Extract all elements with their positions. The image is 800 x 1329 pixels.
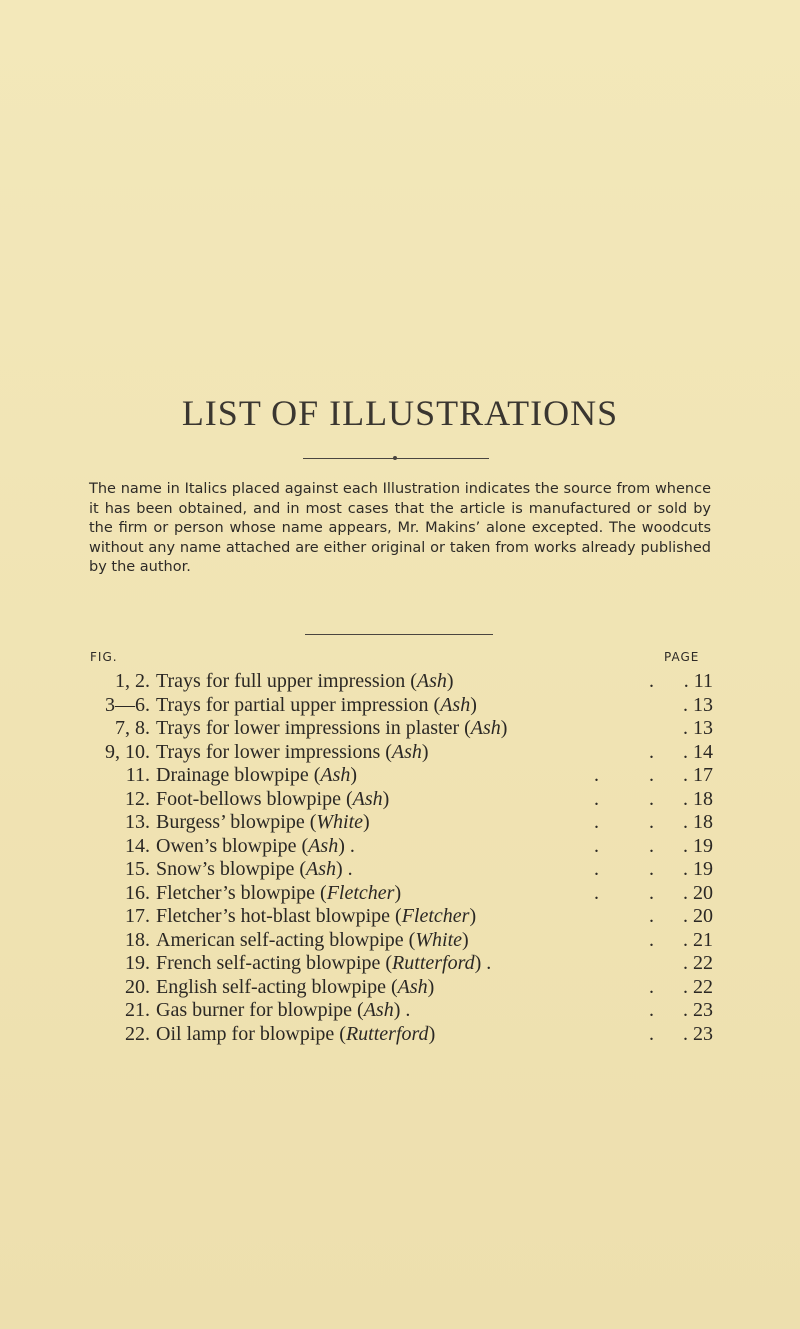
list-item xyxy=(89,976,713,1000)
list-item xyxy=(89,764,713,788)
figure-description xyxy=(156,717,507,741)
figure-description xyxy=(156,858,353,882)
figure-number: 18. xyxy=(125,928,150,951)
source-name: Ash xyxy=(306,858,336,880)
description-text: Trays for lower impressions ( xyxy=(156,740,392,763)
description-close: ) xyxy=(470,693,477,716)
description-close: ) . xyxy=(336,858,353,880)
list-item xyxy=(89,835,713,859)
description-close: ) xyxy=(394,881,402,904)
description-close: ) xyxy=(428,1022,436,1045)
illustrations-list xyxy=(89,670,713,1046)
description-text: Trays for lower impressions in plaster ( xyxy=(156,717,471,739)
figure-number: 20. xyxy=(125,975,150,998)
figure-description xyxy=(156,1023,435,1047)
page-number: . 20 xyxy=(683,881,713,904)
source-name: Ash xyxy=(308,834,339,857)
leader-dot: . xyxy=(649,764,654,786)
source-name: Rutterford xyxy=(345,1022,429,1045)
figure-description xyxy=(156,694,477,718)
leader-dot: . xyxy=(649,928,654,951)
figure-description xyxy=(156,811,370,835)
source-name: Ash xyxy=(391,740,422,763)
figure-description xyxy=(156,788,389,812)
page-number: . 19 xyxy=(683,834,713,857)
leader-dot: . xyxy=(594,858,599,880)
page-number: . 14 xyxy=(683,740,713,763)
source-name: Fletcher xyxy=(326,881,395,904)
description-text: Burgess’ blowpipe ( xyxy=(156,811,317,833)
description-text: Trays for partial upper impression ( xyxy=(156,693,441,716)
leader-dot: . xyxy=(649,670,654,692)
figure-number: 9, 10. xyxy=(105,740,150,763)
leader-dot: . xyxy=(649,858,654,880)
list-item xyxy=(89,694,713,718)
description-close: ) xyxy=(500,717,508,739)
leader-dot: . xyxy=(594,811,599,833)
source-name: Ash xyxy=(416,670,447,692)
page-number: . 23 xyxy=(683,1022,713,1045)
figure-description xyxy=(156,670,454,694)
figure-description xyxy=(156,929,469,953)
leader-dot: . xyxy=(649,1022,654,1045)
figure-number: 1, 2. xyxy=(115,670,150,692)
list-item xyxy=(89,717,713,741)
figure-description xyxy=(156,976,434,1000)
page-number: . 13 xyxy=(683,693,713,716)
description-text: Foot-bellows blowpipe ( xyxy=(156,787,353,810)
figure-number: 16. xyxy=(125,881,150,904)
description-text: Oil lamp for blowpipe ( xyxy=(156,1022,346,1045)
figure-number: 19. xyxy=(125,952,150,974)
page-number: . 17 xyxy=(683,764,713,786)
page-title: LIST OF ILLUSTRATIONS xyxy=(181,393,619,433)
description-close: ) xyxy=(446,670,454,692)
figure-description xyxy=(156,952,491,976)
page-number: . 18 xyxy=(683,787,713,810)
fig-column-header: FIG. xyxy=(90,650,118,664)
figure-number: 17. xyxy=(125,905,150,927)
page-number: . 22 xyxy=(683,952,713,974)
description-close: ) xyxy=(427,975,435,998)
title-divider xyxy=(303,458,489,459)
figure-number: 22. xyxy=(125,1022,150,1045)
description-text: Gas burner for blowpipe ( xyxy=(156,999,364,1021)
description-close: ) xyxy=(382,787,390,810)
list-item xyxy=(89,952,713,976)
figure-number: 12. xyxy=(125,787,150,810)
description-close: ) xyxy=(462,928,469,951)
leader-dot: . xyxy=(594,881,599,904)
page-number: . 21 xyxy=(683,928,713,951)
list-item xyxy=(89,670,713,694)
page-number: . 23 xyxy=(683,999,713,1021)
list-item xyxy=(89,741,713,765)
source-name: Ash xyxy=(320,764,351,786)
leader-dot: . xyxy=(649,975,654,998)
source-name: Fletcher xyxy=(401,905,470,927)
figure-number: 3—6. xyxy=(105,693,150,716)
source-name: Ash xyxy=(363,999,394,1021)
source-name: Ash xyxy=(470,717,501,739)
description-close: ) xyxy=(469,905,477,927)
page-number: . 22 xyxy=(683,975,713,998)
description-text: English self-acting blowpipe ( xyxy=(156,975,398,998)
figure-number: 7, 8. xyxy=(115,717,150,739)
source-name: Rutterford xyxy=(392,952,475,974)
description-text: Owen’s blowpipe ( xyxy=(156,834,309,857)
intro-divider xyxy=(305,634,493,635)
description-close: ) . xyxy=(474,952,492,974)
page-column-header: PAGE xyxy=(664,650,700,664)
list-item xyxy=(89,788,713,812)
figure-number: 11. xyxy=(125,764,150,786)
figure-description xyxy=(156,741,429,765)
figure-number: 15. xyxy=(125,858,150,880)
description-close: ) xyxy=(363,811,370,833)
source-name: Ash xyxy=(397,975,428,998)
description-close: ) xyxy=(421,740,429,763)
description-text: Fletcher’s hot-blast blowpipe ( xyxy=(156,905,402,927)
source-name: White xyxy=(415,928,463,951)
leader-dot: . xyxy=(594,764,599,786)
figure-number: 13. xyxy=(125,811,150,833)
description-close: ) xyxy=(350,764,358,786)
page-number: . 13 xyxy=(683,717,713,739)
list-item xyxy=(89,882,713,906)
list-item xyxy=(89,1023,713,1047)
description-close: ) . xyxy=(393,999,411,1021)
leader-dot: . xyxy=(594,787,599,810)
figure-number: 21. xyxy=(125,999,150,1021)
list-item xyxy=(89,929,713,953)
leader-dot: . xyxy=(649,999,654,1021)
source-name: White xyxy=(316,811,364,833)
figure-description xyxy=(156,882,401,906)
source-name: Ash xyxy=(352,787,383,810)
leader-dot: . xyxy=(649,834,654,857)
description-text: American self-acting blowpipe ( xyxy=(156,928,416,951)
figure-description xyxy=(156,835,355,859)
source-name: Ash xyxy=(440,693,471,716)
leader-dot: . xyxy=(649,787,654,810)
leader-dot: . xyxy=(649,881,654,904)
leader-dot: . xyxy=(649,740,654,763)
list-item xyxy=(89,858,713,882)
description-text: Trays for full upper impression ( xyxy=(156,670,417,692)
list-item xyxy=(89,905,713,929)
figure-description xyxy=(156,905,476,929)
leader-dot: . xyxy=(649,811,654,833)
list-item xyxy=(89,811,713,835)
list-item xyxy=(89,999,713,1023)
figure-description xyxy=(156,999,410,1023)
page-number: . 18 xyxy=(683,811,713,833)
description-text: Fletcher’s blowpipe ( xyxy=(156,881,327,904)
description-text: French self-acting blowpipe ( xyxy=(156,952,393,974)
leader-dot: . xyxy=(594,834,599,857)
page-number: . 19 xyxy=(683,858,713,880)
description-text: Snow’s blowpipe ( xyxy=(156,858,306,880)
description-text: Drainage blowpipe ( xyxy=(156,764,321,786)
leader-dot: . xyxy=(649,905,654,927)
page-number: . 11 xyxy=(683,670,713,692)
intro-paragraph: The name in Italics placed against each Illustration indicates the source from whence it has been obtained, and in most cases that the article is manufactured or sold by the firm or person whose name appears, Mr. Makins’ alone excepted. The woodcuts without any name attached are either original or taken from works already published by the author. xyxy=(89,481,711,575)
description-close: ) . xyxy=(338,834,355,857)
page-number: . 20 xyxy=(683,905,713,927)
figure-description xyxy=(156,764,357,788)
figure-number: 14. xyxy=(125,834,150,857)
